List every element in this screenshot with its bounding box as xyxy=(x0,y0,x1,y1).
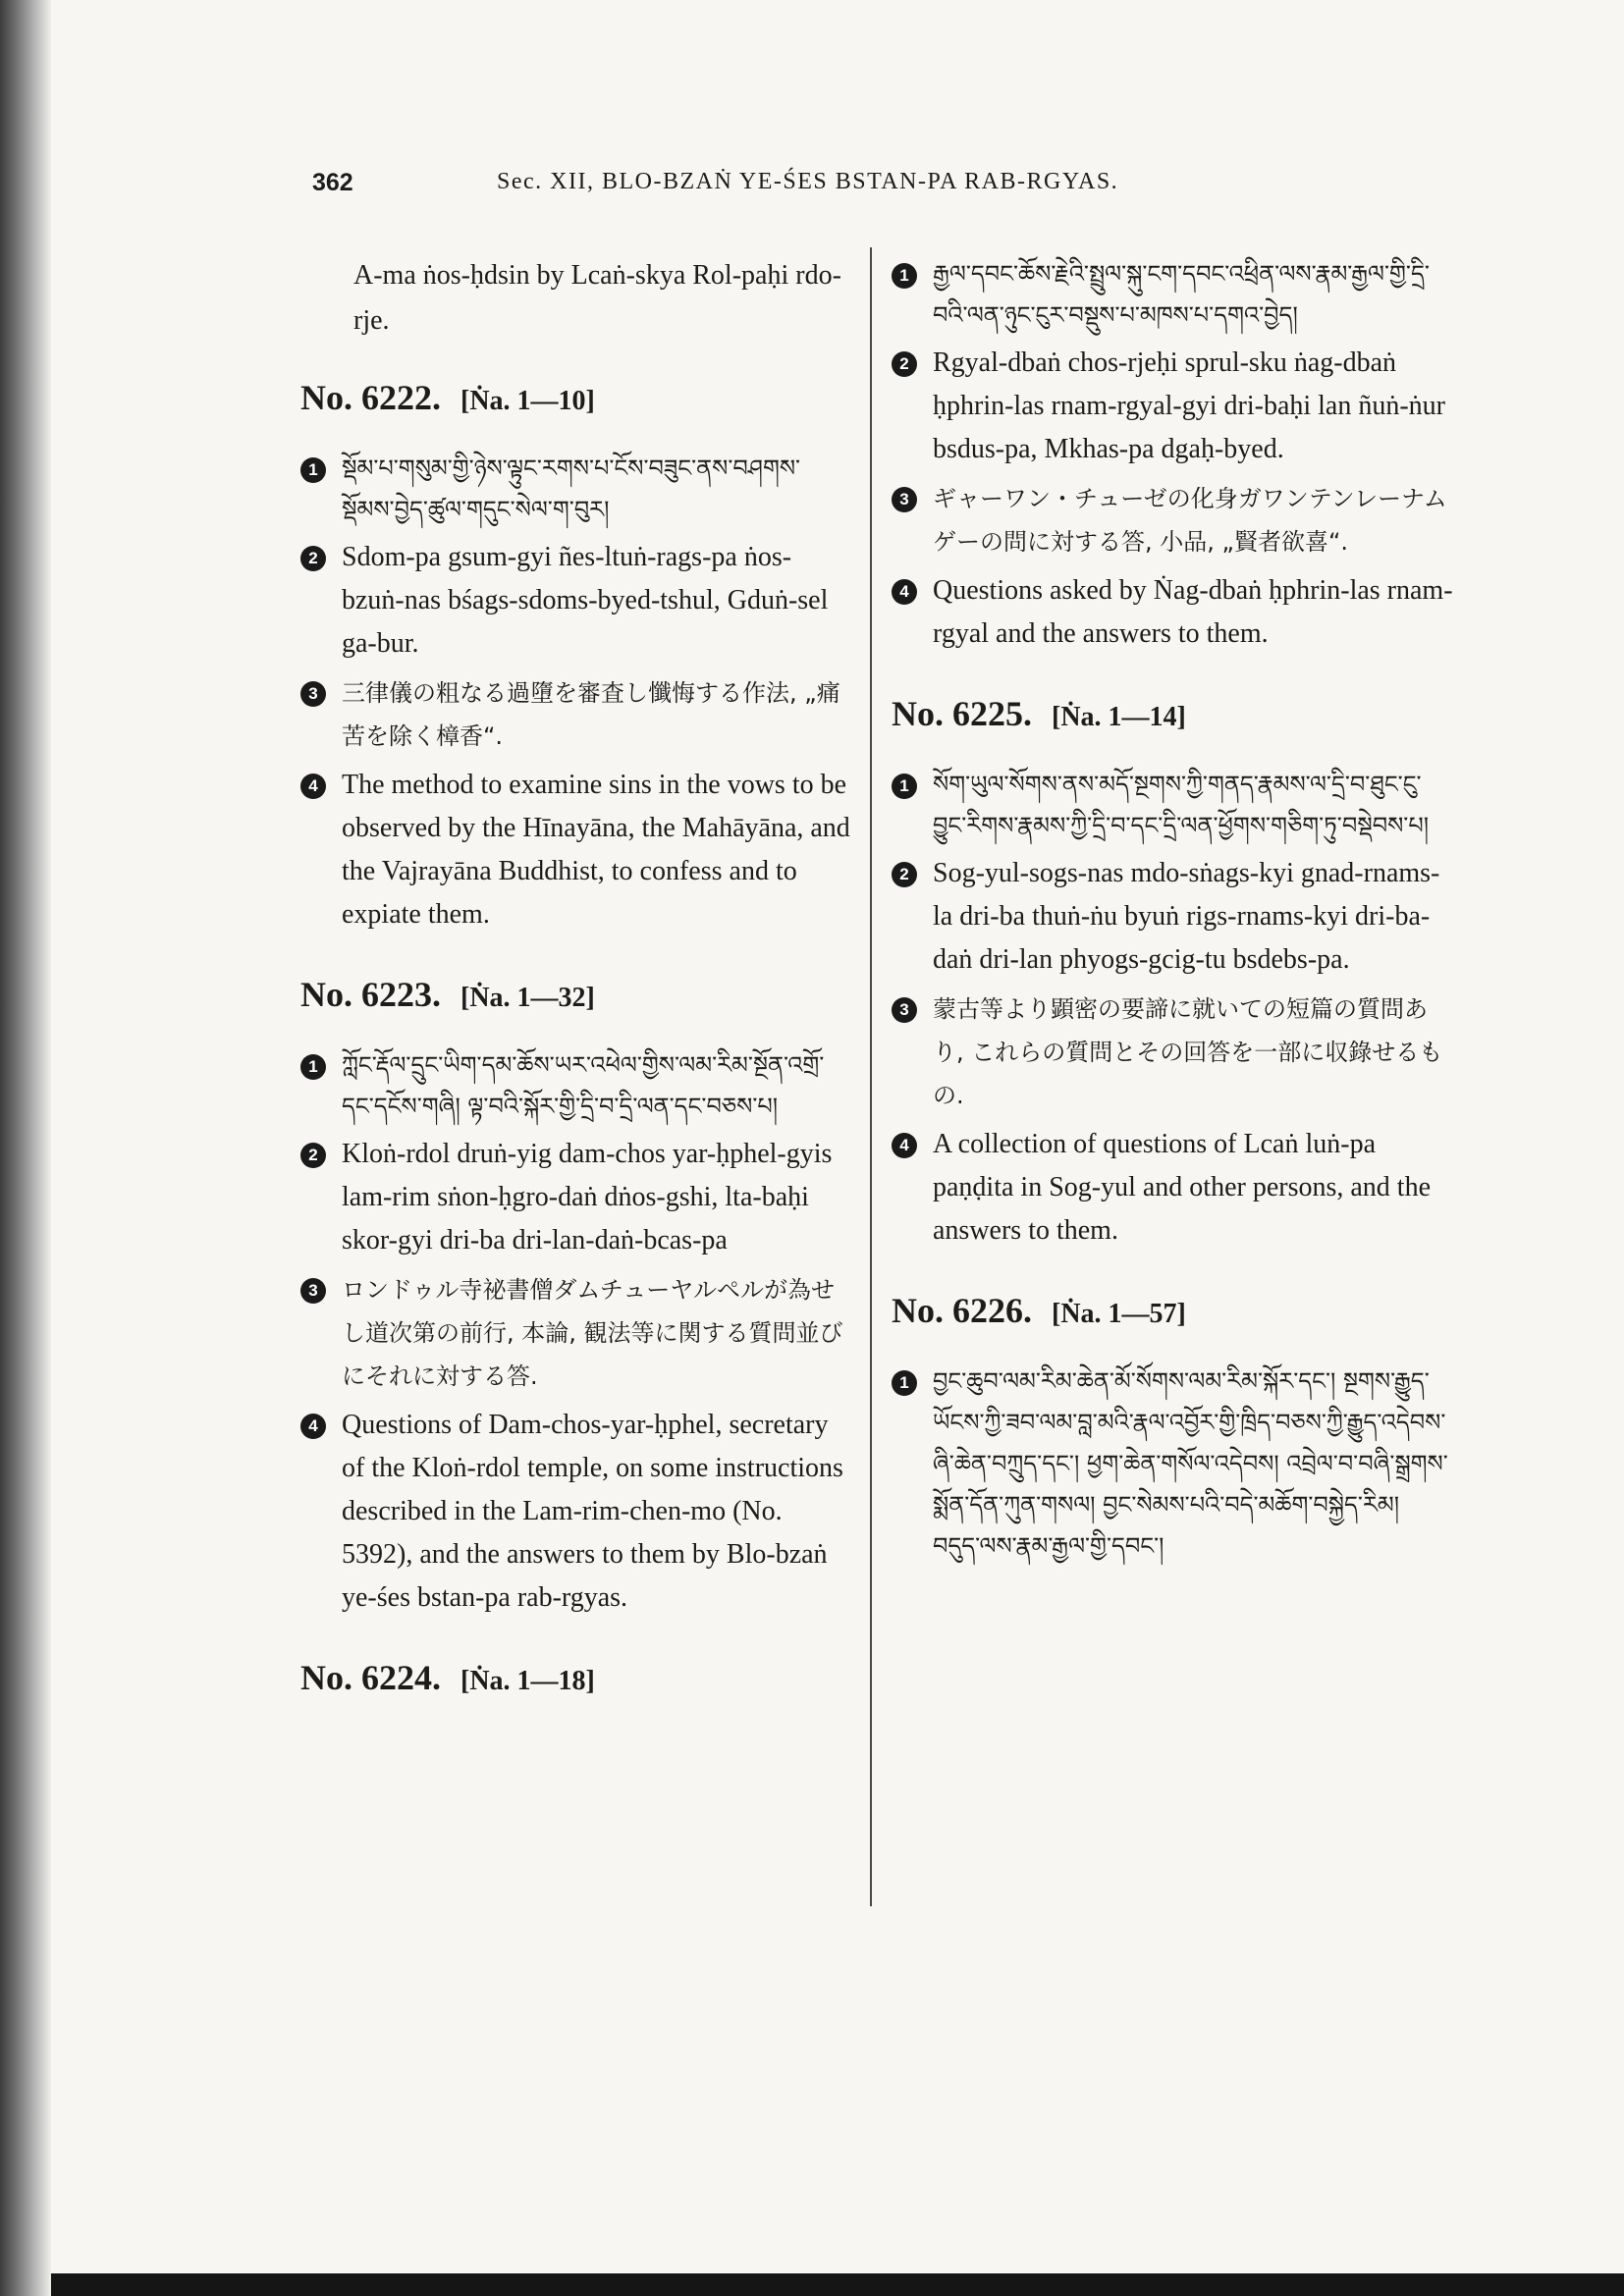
entry-item xyxy=(892,477,1453,563)
circled-number-marker: 3 xyxy=(300,1278,326,1304)
page-number: 362 xyxy=(312,169,353,196)
english-description: A collection of questions of Lcaṅ luṅ-pa paṇḍita in Sog-yul and other persons, and the answers to them. xyxy=(933,1129,1432,1246)
entry-item xyxy=(892,253,1453,336)
transliterated-title: Rgyal-dbaṅ chos-rjeḥi sprul-sku ṅag-dbaṅ ḥphrin-las rnam-rgyal-gyi dri-baḥi lan ñuṅ-ṅur bsdus-pa, Mkhas-pa dgaḥ-byed. xyxy=(933,347,1446,464)
transliterated-title: Kloṅ-rdol druṅ-yig dam-chos yar-ḥphel-gyis lam-rim sṅon-ḥgro-daṅ dṅos-gshi, lta-baḥi skor-gyi dri-ba dri-lan-daṅ-bcas-pa xyxy=(342,1139,833,1255)
entry-number: No. 6226. xyxy=(892,1291,1032,1330)
entry-item xyxy=(892,988,1453,1117)
entry-item xyxy=(892,569,1453,656)
entry-code: [Ṅa. 1—14] xyxy=(1052,702,1186,732)
entry-item xyxy=(300,671,850,758)
english-description: Questions of Dam-chos-yar-ḥphel, secretary of the Kloṅ-rdol temple, on some instructions described in the Lam-rim-chen-mo (No. 5392), and the answers to them by Blo-bzaṅ ye-śes bstan-pa rab-rgyas. xyxy=(342,1410,843,1613)
entry-number: No. 6225. xyxy=(892,694,1032,733)
book-spine-shadow xyxy=(0,0,51,2296)
circled-number-marker: 4 xyxy=(892,1133,917,1158)
circled-number-marker: 3 xyxy=(300,681,326,707)
right-column xyxy=(892,253,1453,1604)
left-column xyxy=(300,253,850,1735)
transliterated-title: Sdom-pa gsum-gyi ñes-ltuṅ-rags-pa ṅos-bzuṅ-nas bśags-sdoms-byed-tshul, Gduṅ-sel ga-bur. xyxy=(342,542,829,659)
entry-heading xyxy=(300,1657,850,1698)
catalog-entry xyxy=(892,1290,1453,1567)
entry-item xyxy=(892,342,1453,471)
tibetan-title: སོག་ཡུལ་སོགས་ནས་མདོ་སྔགས་ཀྱི་གནད་རྣམས་ལ་དྲི་བ་ཐུང་ངུ་བྱུང་རིགས་རྣམས་ཀྱི་དྲི་བ་དང་དྲི་ལན་ཕྱོགས་གཅིག་ཏུ་བསྡེབས་པ། xyxy=(933,771,1430,839)
circled-number-marker: 3 xyxy=(892,997,917,1023)
entry-code: [Ṅa. 1—18] xyxy=(460,1666,595,1696)
entry-item xyxy=(300,1044,850,1127)
catalog-entry xyxy=(300,377,850,936)
english-description: Questions asked by Ṅag-dbaṅ ḥphrin-las rnam-rgyal and the answers to them. xyxy=(933,575,1453,649)
circled-number-marker: 4 xyxy=(892,579,917,605)
entry-item xyxy=(892,1123,1453,1253)
tibetan-title: སྡོམ་པ་གསུམ་གྱི་ཉེས་ལྟུང་རགས་པ་ངོས་བཟུང་ནས་བཤགས་སྡོམས་བྱེད་ཚུལ་གདུང་སེལ་ག་བུར། xyxy=(342,454,801,523)
page-header xyxy=(312,169,1329,208)
circled-number-marker: 4 xyxy=(300,1414,326,1439)
entry-item xyxy=(300,1268,850,1398)
continued-intro-text: A-ma ṅos-ḥdsin by Lcaṅ-skya Rol-paḥi rdo-rje. xyxy=(353,260,841,336)
entry-number: No. 6222. xyxy=(300,378,441,417)
entry-code: [Ṅa. 1—10] xyxy=(460,386,595,416)
tibetan-title: རྒྱལ་དབང་ཆོས་རྗེའི་སྤྲུལ་སྐུ་ངག་དབང་འཕྲིན་ལས་རྣམ་རྒྱལ་གྱི་དྲི་བའི་ལན་ཉུང་ངུར་བསྡུས་པ་མཁས་པ་དགའ་བྱེད། xyxy=(933,260,1430,329)
circled-number-marker: 2 xyxy=(892,862,917,887)
entry-item xyxy=(892,1361,1453,1567)
column-divider xyxy=(870,247,872,1906)
entry-heading xyxy=(300,974,850,1015)
japanese-title: ロンドゥル寺祕書僧ダムチューヤルペルが為せし道次第の前行, 本論, 観法等に関する質問並びにそれに対する答. xyxy=(342,1276,843,1390)
circled-number-marker: 4 xyxy=(300,774,326,799)
entry-item xyxy=(892,764,1453,846)
entry-item xyxy=(300,1404,850,1620)
tibetan-title: ཀློང་རྡོལ་དྲུང་ཡིག་དམ་ཆོས་ཡར་འཕེལ་གྱིས་ལམ་རིམ་སྔོན་འགྲོ་དང་དངོས་གཞི། ལྟ་བའི་སྐོར་གྱི་དྲི་བ་དྲི་ལན་དང་བཅས་པ། xyxy=(342,1051,825,1120)
catalog-entry xyxy=(300,1657,850,1698)
entry-heading xyxy=(892,1290,1453,1331)
circled-number-marker: 1 xyxy=(300,1054,326,1080)
japanese-title: ギャーワン・チューゼの化身ガワンテンレーナムゲーの問に対する答, 小品, „賢者欲喜“. xyxy=(933,485,1447,556)
entry-heading xyxy=(892,693,1453,734)
entry-item xyxy=(892,852,1453,982)
english-description: The method to examine sins in the vows to be observed by the Hīnayāna, the Mahāyāna, and the Vajrayāna Buddhist, to confess and to expiate them. xyxy=(342,770,850,930)
entry-item xyxy=(300,448,850,530)
circled-number-marker: 2 xyxy=(300,1143,326,1168)
circled-number-marker: 1 xyxy=(300,457,326,483)
catalog-entry xyxy=(892,693,1453,1253)
running-head: Sec. XII, BLO-BZAṄ YE-ŚES BSTAN-PA RAB-RGYAS. xyxy=(497,169,1119,194)
entry-heading xyxy=(300,377,850,418)
japanese-title: 蒙古等より顕密の要諦に就いての短篇の質問あり, これらの質問とその回答を一部に収錄せるもの. xyxy=(933,995,1443,1109)
entry-number: No. 6224. xyxy=(300,1658,441,1697)
entry-code: [Ṅa. 1—32] xyxy=(460,983,595,1013)
entry-code: [Ṅa. 1—57] xyxy=(1052,1299,1186,1329)
scan-bottom-edge xyxy=(51,2273,1624,2296)
circled-number-marker: 2 xyxy=(892,351,917,377)
circled-number-marker: 3 xyxy=(892,487,917,512)
entry-item xyxy=(300,1133,850,1262)
japanese-title: 三律儀の粗なる過墮を審査し懺悔する作法, „痛苦を除く樟香“. xyxy=(342,679,840,750)
catalog-entry xyxy=(300,974,850,1620)
circled-number-marker: 1 xyxy=(892,774,917,799)
catalog-entry-continued xyxy=(892,253,1453,656)
transliterated-title: Sog-yul-sogs-nas mdo-sṅags-kyi gnad-rnams-la dri-ba thuṅ-ṅu byuṅ rigs-rnams-kyi dri-ba-daṅ dri-lan phyogs-gcig-tu bsdebs-pa. xyxy=(933,858,1440,975)
circled-number-marker: 2 xyxy=(300,546,326,571)
circled-number-marker: 1 xyxy=(892,263,917,289)
entry-item xyxy=(300,764,850,936)
circled-number-marker: 1 xyxy=(892,1370,917,1396)
tibetan-title: བྱང་ཆུབ་ལམ་རིམ་ཆེན་མོ་སོགས་ལམ་རིམ་སྐོར་དང་། སྔགས་རྒྱུད་ཡོངས་ཀྱི་ཟབ་ལམ་བླ་མའི་རྣལ་འབྱོར་གྱི་ཁྲིད་བཅས་ཀྱི་རྒྱུད་འདེབས་ཞི་ཆེན་བཀྲུད་དང་། ཕྱག་ཆེན་གསོལ་འདེབས། འབྲེལ་བ་བཞི་སྒྲགས་སྨོན་དོན་ཀུན་གསལ། བྱང་སེམས་པའི་བདེ་མཆོག་བསྐྱེད་རིམ། བདུད་ལས་རྣམ་རྒྱལ་གྱི་དབང་། xyxy=(933,1367,1448,1560)
entry-number: No. 6223. xyxy=(300,975,441,1014)
entry-item xyxy=(300,536,850,666)
